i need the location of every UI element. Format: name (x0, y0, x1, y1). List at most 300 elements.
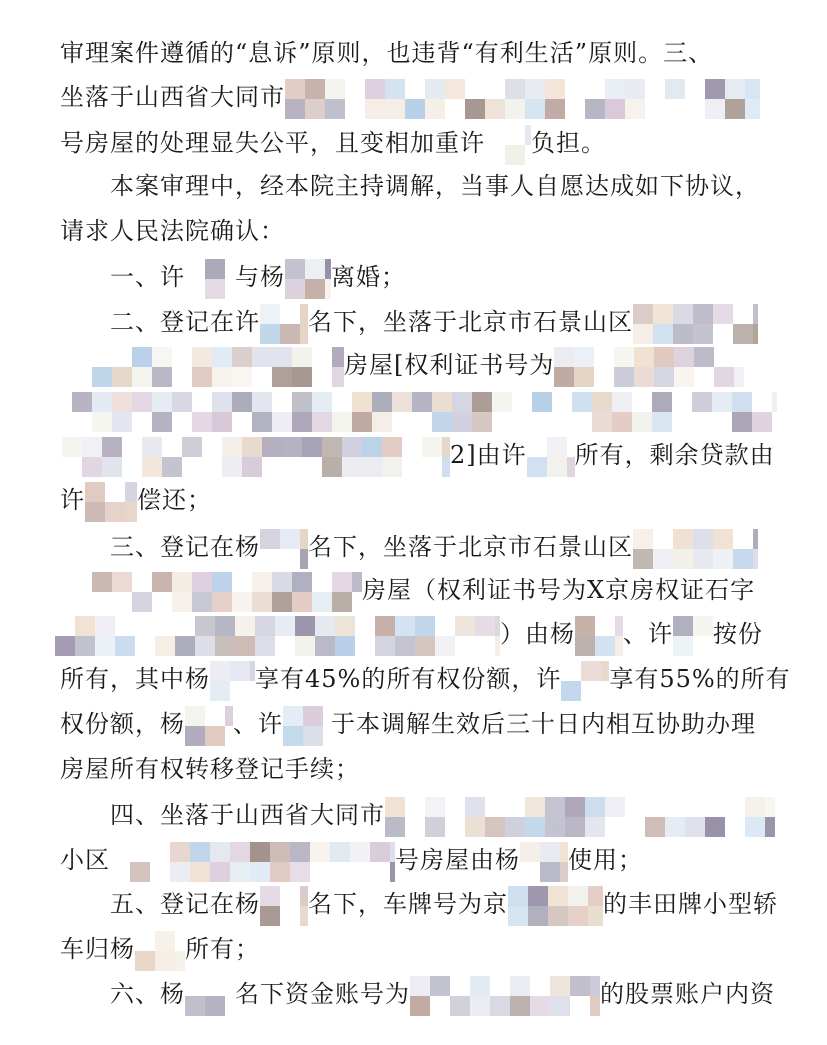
mosaic-pixel (692, 392, 712, 412)
redaction-mosaic-icon (485, 127, 531, 163)
text-line (55, 612, 777, 656)
mosaic-pixel (225, 706, 233, 726)
mosaic-pixel (195, 616, 215, 636)
mosaic-pixel (375, 636, 395, 656)
mosaic-pixel (302, 437, 322, 457)
mosaic-pixel (632, 412, 652, 432)
mosaic-pixel (713, 304, 733, 324)
redaction-mosaic-icon (554, 349, 744, 385)
text-line (60, 209, 777, 253)
redaction-mosaic-icon (283, 708, 331, 744)
text-line (110, 882, 777, 926)
mosaic-pixel (300, 304, 308, 324)
text-span: 名下，坐落于北京市石景山区 (308, 308, 633, 336)
mosaic-pixel (205, 996, 225, 1016)
mosaic-pixel (653, 324, 673, 344)
mosaic-pixel (295, 616, 315, 636)
mosaic-pixel (442, 437, 450, 457)
mosaic-pixel (685, 817, 705, 837)
mosaic-pixel (132, 392, 152, 412)
mosaic-pixel (590, 976, 600, 996)
mosaic-pixel (392, 392, 412, 412)
mosaic-pixel (352, 392, 372, 412)
text-span: 2]由许 (450, 441, 527, 469)
mosaic-pixel (235, 616, 255, 636)
mosaic-pixel (352, 412, 372, 432)
mosaic-pixel (170, 862, 190, 882)
mosaic-pixel (260, 304, 280, 324)
mosaic-pixel (230, 661, 250, 681)
text-span: 本案审理中，经本院主持调解，当事人自愿达成如下协议， (110, 172, 760, 200)
mosaic-pixel (285, 259, 305, 279)
redaction-mosaic-icon (285, 81, 760, 117)
text-line (72, 568, 777, 612)
mosaic-pixel (155, 951, 175, 971)
mosaic-pixel (142, 457, 162, 477)
mosaic-pixel (205, 279, 225, 299)
mosaic-pixel (425, 99, 445, 119)
mosaic-pixel (505, 99, 525, 119)
text-span: 名下，坐落于北京市石景山区 (308, 533, 633, 561)
mosaic-pixel (527, 457, 547, 477)
mosaic-pixel (485, 99, 505, 119)
mosaic-pixel (435, 636, 455, 656)
mosaic-pixel (192, 572, 212, 592)
mosaic-pixel (210, 681, 230, 701)
text-line (110, 255, 777, 299)
mosaic-pixel (550, 996, 570, 1016)
mosaic-pixel (410, 996, 430, 1016)
text-span: 五、登记在杨 (110, 890, 260, 918)
mosaic-pixel (665, 79, 685, 99)
mosaic-pixel (382, 437, 402, 457)
mosaic-pixel (625, 99, 645, 119)
text-span: 三、登记在杨 (110, 533, 260, 561)
mosaic-pixel (422, 437, 442, 457)
mosaic-pixel (292, 392, 312, 412)
mosaic-pixel (303, 726, 323, 746)
mosaic-pixel (285, 99, 305, 119)
mosaic-pixel (365, 79, 385, 99)
mosaic-pixel (470, 996, 490, 1016)
redaction-mosaic-icon (633, 531, 758, 567)
mosaic-pixel (525, 797, 545, 817)
mosaic-pixel (175, 636, 195, 656)
mosaic-pixel (322, 437, 342, 457)
mosaic-pixel (250, 842, 270, 862)
mosaic-pixel (673, 324, 693, 344)
mosaic-pixel (745, 817, 765, 837)
mosaic-pixel (508, 906, 528, 926)
mosaic-pixel (475, 616, 495, 636)
mosaic-pixel (305, 259, 325, 279)
redaction-mosaic-icon (633, 306, 758, 342)
mosaic-pixel (465, 797, 485, 817)
mosaic-pixel (581, 661, 601, 681)
redaction-mosaic-icon (85, 484, 137, 520)
mosaic-pixel (152, 392, 172, 412)
text-line (62, 433, 777, 477)
mosaic-pixel (693, 304, 713, 324)
mosaic-pixel (575, 636, 595, 656)
mosaic-pixel (172, 572, 192, 592)
mosaic-pixel (325, 279, 331, 299)
mosaic-pixel (232, 392, 252, 412)
mosaic-pixel (252, 392, 272, 412)
mosaic-pixel (305, 99, 325, 119)
mosaic-pixel (312, 592, 332, 612)
mosaic-pixel (152, 367, 172, 387)
mosaic-pixel (505, 145, 525, 165)
mosaic-pixel (305, 279, 325, 299)
mosaic-pixel (112, 412, 132, 432)
mosaic-pixel (172, 392, 192, 412)
mosaic-pixel (673, 549, 693, 569)
mosaic-pixel (232, 347, 252, 367)
text-span: 名下资金账号为 (235, 980, 410, 1008)
mosaic-pixel (753, 529, 758, 549)
mosaic-pixel (592, 392, 612, 412)
mosaic-pixel (554, 367, 574, 387)
mosaic-pixel (525, 79, 545, 99)
redaction-mosaic-icon (185, 708, 233, 744)
mosaic-pixel (295, 636, 315, 656)
text-span: 使用； (568, 846, 643, 874)
mosaic-pixel (210, 862, 230, 882)
mosaic-pixel (612, 412, 632, 432)
mosaic-pixel (390, 862, 395, 882)
mosaic-pixel (342, 437, 362, 457)
redaction-mosaic-icon (673, 618, 713, 654)
mosaic-pixel (372, 392, 392, 412)
mosaic-pixel (693, 616, 713, 636)
mosaic-pixel (292, 592, 312, 612)
mosaic-pixel (82, 437, 102, 457)
mosaic-pixel (92, 367, 112, 387)
mosaic-pixel (290, 842, 310, 862)
mosaic-pixel (155, 636, 175, 656)
mosaic-pixel (490, 996, 510, 1016)
mosaic-pixel (528, 886, 548, 906)
mosaic-pixel (242, 457, 262, 477)
mosaic-pixel (492, 392, 512, 412)
mosaic-pixel (372, 412, 392, 432)
mosaic-pixel (315, 636, 335, 656)
mosaic-pixel (508, 886, 528, 906)
mosaic-pixel (654, 347, 674, 367)
mosaic-pixel (252, 347, 272, 367)
text-span: 与杨 (235, 263, 285, 291)
mosaic-pixel (215, 636, 235, 656)
text-line (60, 75, 777, 119)
mosaic-pixel (92, 572, 112, 592)
mosaic-pixel (292, 572, 312, 592)
mosaic-pixel (152, 412, 172, 432)
mosaic-pixel (270, 862, 290, 882)
mosaic-pixel (705, 79, 725, 99)
mosaic-pixel (55, 636, 75, 656)
text-line (110, 972, 777, 1016)
mosaic-pixel (495, 616, 500, 636)
mosaic-pixel (175, 951, 185, 971)
mosaic-pixel (185, 726, 205, 746)
redaction-mosaic-icon (185, 261, 235, 297)
mosaic-pixel (132, 347, 152, 367)
mosaic-pixel (190, 862, 210, 882)
mosaic-pixel (292, 347, 312, 367)
mosaic-pixel (155, 931, 175, 951)
mosaic-pixel (753, 324, 758, 344)
mosaic-pixel (370, 842, 390, 862)
mosaic-pixel (615, 616, 623, 636)
mosaic-pixel (472, 392, 492, 412)
mosaic-pixel (332, 572, 352, 592)
redaction-mosaic-icon (55, 618, 500, 654)
text-span: 房屋所有权转移登记手续； (60, 755, 360, 783)
mosaic-pixel (592, 412, 612, 432)
mosaic-pixel (694, 347, 714, 367)
text-span: 离婚； (331, 263, 406, 291)
mosaic-pixel (335, 616, 355, 636)
text-span: 审理案件遵循的“息诉”原则，也违背“有利生活”原则。三、 (60, 39, 714, 67)
mosaic-pixel (212, 592, 232, 612)
mosaic-pixel (342, 457, 362, 477)
redaction-mosaic-icon (508, 888, 603, 924)
mosaic-pixel (222, 457, 242, 477)
mosaic-pixel (125, 482, 137, 502)
mosaic-pixel (195, 636, 215, 656)
mosaic-pixel (332, 412, 352, 432)
mosaic-pixel (561, 681, 581, 701)
mosaic-pixel (300, 324, 308, 344)
text-span: 享有55%的所有 (609, 665, 791, 693)
mosaic-pixel (572, 392, 592, 412)
mosaic-pixel (272, 572, 292, 592)
mosaic-pixel (310, 842, 330, 862)
mosaic-pixel (152, 347, 172, 367)
mosaic-pixel (585, 99, 605, 119)
mosaic-pixel (260, 529, 280, 549)
mosaic-pixel (432, 392, 452, 412)
redaction-mosaic-icon (385, 799, 775, 835)
mosaic-pixel (693, 529, 713, 549)
mosaic-pixel (633, 324, 653, 344)
mosaic-pixel (745, 99, 760, 119)
mosaic-pixel (472, 412, 492, 432)
text-span: 偿还； (137, 486, 212, 514)
text-span: 于本调解生效后三十日内相互协助办理 (331, 710, 756, 738)
mosaic-pixel (275, 616, 295, 636)
mosaic-pixel (550, 976, 570, 996)
mosaic-pixel (185, 706, 205, 726)
text-span: 所有，剩余贷款由 (574, 441, 775, 469)
mosaic-pixel (452, 392, 472, 412)
redaction-mosaic-icon (72, 349, 344, 385)
mosaic-pixel (125, 502, 137, 522)
mosaic-pixel (545, 797, 565, 817)
mosaic-pixel (560, 842, 568, 862)
mosaic-pixel (252, 412, 272, 432)
redaction-mosaic-icon (520, 844, 568, 880)
mosaic-pixel (322, 457, 342, 477)
mosaic-pixel (182, 437, 202, 457)
mosaic-pixel (528, 906, 548, 926)
text-span: 车归杨 (60, 935, 135, 963)
mosaic-pixel (432, 412, 452, 432)
mosaic-pixel (255, 636, 275, 656)
mosaic-pixel (192, 347, 212, 367)
mosaic-pixel (574, 367, 594, 387)
mosaic-pixel (332, 592, 352, 612)
mosaic-pixel (260, 906, 280, 926)
text-line (110, 793, 777, 837)
mosaic-pixel (465, 99, 485, 119)
mosaic-pixel (732, 392, 752, 412)
mosaic-pixel (222, 437, 242, 457)
mosaic-pixel (292, 367, 312, 387)
text-span: 坐落于山西省大同市 (60, 83, 285, 111)
mosaic-pixel (410, 976, 430, 996)
mosaic-pixel (605, 79, 625, 99)
mosaic-pixel (705, 99, 725, 119)
mosaic-pixel (653, 304, 673, 324)
mosaic-pixel (673, 529, 693, 549)
text-line (72, 388, 777, 432)
mosaic-pixel (605, 99, 625, 119)
text-line (72, 343, 777, 387)
redaction-mosaic-icon (285, 261, 331, 297)
redaction-mosaic-icon (575, 618, 623, 654)
mosaic-pixel (210, 661, 230, 681)
redaction-mosaic-icon (210, 663, 255, 699)
text-span: 、许 (623, 620, 673, 648)
mosaic-pixel (362, 437, 382, 457)
mosaic-pixel (235, 636, 255, 656)
mosaic-pixel (633, 529, 653, 549)
mosaic-pixel (300, 529, 308, 549)
mosaic-pixel (362, 457, 382, 477)
mosaic-pixel (210, 842, 230, 862)
mosaic-pixel (455, 616, 475, 636)
mosaic-pixel (250, 661, 255, 681)
mosaic-pixel (72, 392, 92, 412)
mosaic-pixel (612, 392, 632, 412)
text-line (60, 31, 777, 75)
mosaic-pixel (442, 457, 450, 477)
mosaic-pixel (653, 549, 673, 569)
mosaic-pixel (300, 886, 308, 906)
mosaic-pixel (325, 259, 331, 279)
redaction-mosaic-icon (72, 394, 777, 430)
redaction-mosaic-icon (72, 574, 362, 610)
text-span: 的股票账户内资 (600, 980, 775, 1008)
mosaic-pixel (312, 392, 332, 412)
mosaic-pixel (565, 797, 585, 817)
mosaic-pixel (190, 842, 210, 862)
mosaic-pixel (485, 817, 505, 837)
mosaic-pixel (575, 616, 595, 636)
mosaic-pixel (753, 549, 758, 569)
mosaic-pixel (585, 797, 605, 817)
text-span: ）由杨 (500, 620, 575, 648)
mosaic-pixel (445, 79, 465, 99)
text-line (60, 747, 777, 791)
mosaic-pixel (285, 279, 305, 299)
mosaic-pixel (112, 392, 132, 412)
mosaic-pixel (185, 996, 205, 1016)
mosaic-pixel (255, 616, 275, 636)
mosaic-pixel (280, 324, 300, 344)
mosaic-pixel (505, 817, 525, 837)
redaction-mosaic-icon (135, 933, 185, 969)
mosaic-pixel (554, 347, 574, 367)
text-line (60, 121, 777, 165)
redaction-mosaic-icon (260, 306, 308, 342)
mosaic-pixel (212, 367, 232, 387)
mosaic-pixel (315, 616, 335, 636)
mosaic-pixel (412, 392, 432, 412)
mosaic-pixel (470, 976, 490, 996)
mosaic-pixel (734, 367, 744, 387)
mosaic-pixel (634, 347, 654, 367)
text-span: 请求人民法院确认： (60, 217, 285, 245)
mosaic-pixel (285, 79, 305, 99)
mosaic-pixel (545, 817, 565, 837)
mosaic-pixel (625, 79, 645, 99)
mosaic-pixel (652, 412, 672, 432)
mosaic-pixel (290, 862, 310, 882)
mosaic-pixel (335, 636, 355, 656)
mosaic-pixel (395, 636, 415, 656)
mosaic-pixel (132, 367, 152, 387)
text-span: 享有45%的所有权份额，许 (255, 665, 562, 693)
mosaic-pixel (693, 324, 713, 344)
mosaic-pixel (545, 99, 565, 119)
mosaic-pixel (615, 636, 623, 656)
mosaic-pixel (212, 572, 232, 592)
mosaic-pixel (82, 457, 102, 477)
mosaic-pixel (590, 996, 600, 1016)
mosaic-pixel (405, 99, 425, 119)
mosaic-pixel (300, 549, 308, 569)
mosaic-pixel (540, 862, 560, 882)
text-span: 许 (60, 486, 85, 514)
text-span: 一、许 (110, 263, 185, 291)
mosaic-pixel (753, 304, 758, 324)
mosaic-pixel (300, 906, 308, 926)
mosaic-pixel (525, 817, 545, 837)
mosaic-pixel (260, 886, 280, 906)
mosaic-pixel (112, 367, 132, 387)
mosaic-pixel (135, 951, 155, 971)
mosaic-pixel (192, 367, 212, 387)
mosaic-pixel (633, 304, 653, 324)
redaction-mosaic-icon (62, 439, 450, 475)
mosaic-pixel (262, 437, 282, 457)
mosaic-pixel (350, 842, 370, 862)
mosaic-pixel (673, 304, 693, 324)
mosaic-pixel (95, 616, 115, 636)
mosaic-pixel (510, 976, 530, 996)
mosaic-pixel (525, 125, 531, 145)
mosaic-pixel (115, 636, 135, 656)
mosaic-pixel (614, 347, 634, 367)
text-span: 按份 (713, 620, 763, 648)
mosaic-pixel (595, 636, 615, 656)
text-line (60, 478, 777, 522)
mosaic-pixel (605, 797, 625, 817)
mosaic-pixel (260, 324, 280, 344)
